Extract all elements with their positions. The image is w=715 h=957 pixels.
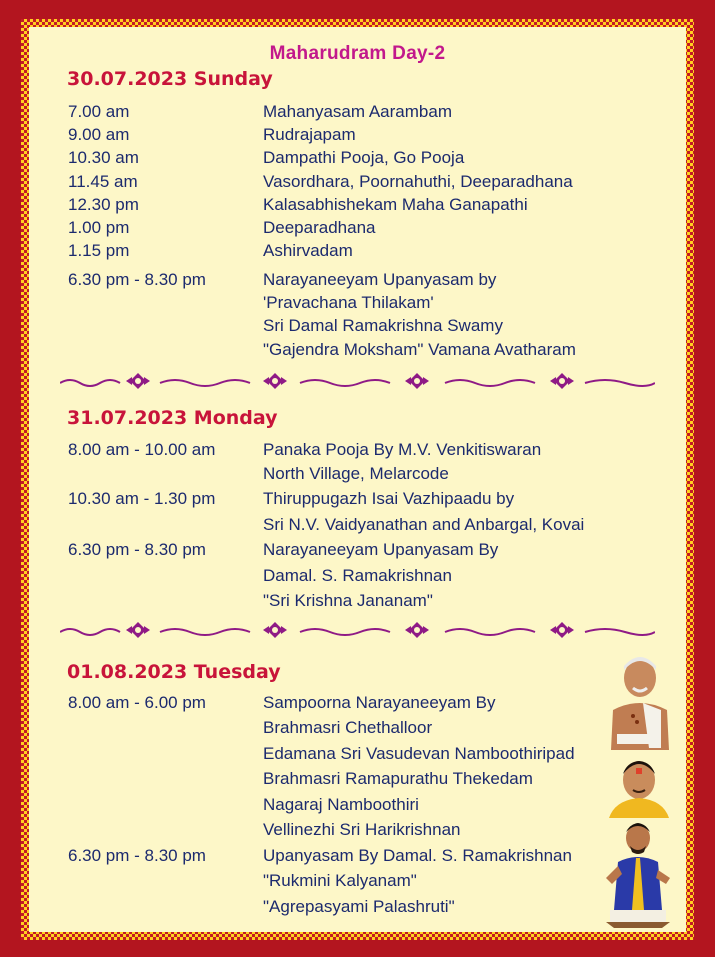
row-time: 1.00 pm xyxy=(68,218,130,237)
row-time: 7.00 am xyxy=(68,102,130,121)
day-heading-monday: 31.07.2023 Monday xyxy=(67,407,278,429)
day-heading-tuesday: 01.08.2023 Tuesday xyxy=(67,661,281,683)
ornament-divider xyxy=(60,618,655,642)
row-event: Kalasabhishekam Maha Ganapathi xyxy=(263,195,528,214)
row-event: Panaka Pooja By M.V. Venkitiswaran xyxy=(263,440,542,459)
row-time: 1.15 pm xyxy=(68,241,130,260)
portrait-young-acharya xyxy=(605,752,673,818)
row-event: North Village, Melarcode xyxy=(263,464,449,483)
portrait-elder-acharya xyxy=(603,648,677,750)
row-event: Rudrajapam xyxy=(263,125,356,144)
row-event: 'Pravachana Thilakam' xyxy=(263,293,434,312)
row-event: Thiruppugazh Isai Vazhipaadu by xyxy=(263,489,515,508)
row-time: 10.30 am - 1.30 pm xyxy=(68,489,216,508)
row-event: Mahanyasam Aarambam xyxy=(263,102,452,121)
row-event: Deeparadhana xyxy=(263,218,376,237)
row-time: 6.30 pm - 8.30 pm xyxy=(68,540,206,559)
row-event: Upanyasam By Damal. S. Ramakrishnan xyxy=(263,846,572,865)
row-event: Nagaraj Namboothiri xyxy=(263,795,419,814)
row-time: 11.45 am xyxy=(68,172,138,191)
row-time: 8.00 am - 6.00 pm xyxy=(68,693,206,712)
row-event: "Agrepasyami Palashruti" xyxy=(263,897,455,916)
row-time: 10.30 am xyxy=(68,148,139,167)
ornament-divider xyxy=(60,369,655,393)
row-event: Vellinezhi Sri Harikrishnan xyxy=(263,820,461,839)
row-time: 8.00 am - 10.00 am xyxy=(68,440,216,459)
row-event: Narayaneeyam Upanyasam By xyxy=(263,540,499,559)
day-heading-sunday: 30.07.2023 Sunday xyxy=(67,68,273,90)
row-event: "Sri Krishna Jananam" xyxy=(263,591,433,610)
row-event: Sampoorna Narayaneeyam By xyxy=(263,693,496,712)
row-event: Dampathi Pooja, Go Pooja xyxy=(263,148,465,167)
row-event: Vasordhara, Poornahuthi, Deeparadhana xyxy=(263,172,573,191)
row-event: Sri N.V. Vaidyanathan and Anbargal, Kovai xyxy=(263,515,585,534)
row-event: Brahmasri Ramapurathu Thekedam xyxy=(263,769,533,788)
portrait-speaker xyxy=(600,818,676,928)
row-event: Brahmasri Chethalloor xyxy=(263,718,433,737)
row-event: Sri Damal Ramakrishna Swamy xyxy=(263,316,503,335)
row-time: 9.00 am xyxy=(68,125,130,144)
row-event: Ashirvadam xyxy=(263,241,353,260)
row-event: Edamana Sri Vasudevan Namboothiripad xyxy=(263,744,575,763)
row-time: 6.30 pm - 8.30 pm xyxy=(68,270,206,289)
row-time: 12.30 pm xyxy=(68,195,139,214)
row-event: "Rukmini Kalyanam" xyxy=(263,871,417,890)
row-event: "Gajendra Moksham" Vamana Avatharam xyxy=(263,340,576,359)
row-time: 6.30 pm - 8.30 pm xyxy=(68,846,206,865)
poster-title: Maharudram Day-2 xyxy=(269,43,446,64)
row-event: Narayaneeyam Upanyasam by xyxy=(263,270,497,289)
row-event: Damal. S. Ramakrishnan xyxy=(263,566,452,585)
